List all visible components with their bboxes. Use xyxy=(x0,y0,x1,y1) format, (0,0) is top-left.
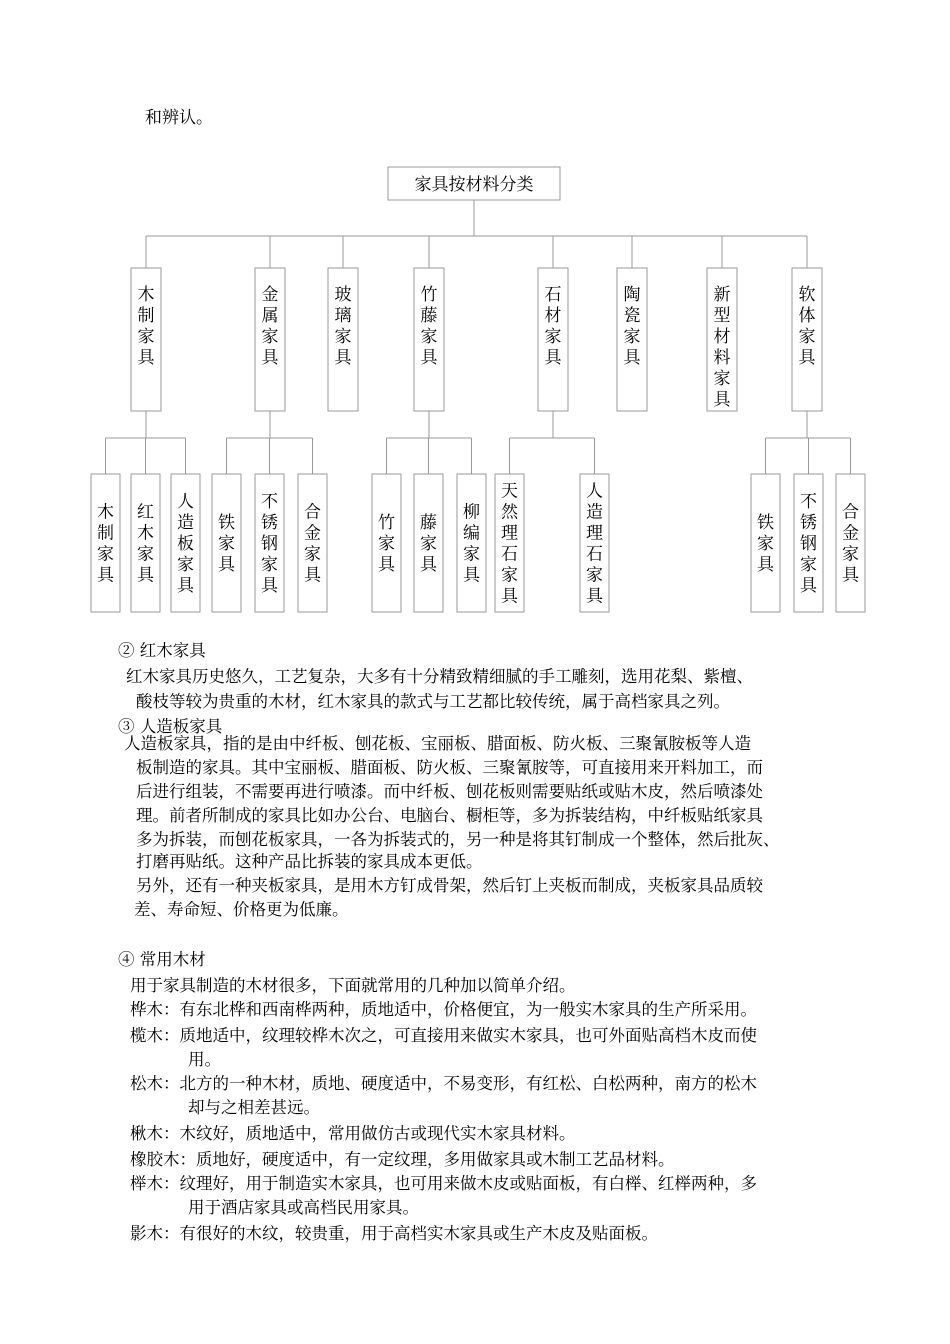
paragraph-line: 差、寿命短、价格更为低廉。 xyxy=(134,900,349,919)
subcategory-3-3-label: 家 xyxy=(463,544,480,565)
subcategory-3-3-label: 柳 xyxy=(463,502,480,523)
paragraph-line: 却与之相差甚远。 xyxy=(188,1098,320,1117)
intro-text: 和辨认。 xyxy=(145,108,213,128)
classification-diagram xyxy=(0,0,950,640)
category-3-label: 璃 xyxy=(334,306,352,326)
category-6-label: 陶 xyxy=(623,285,641,305)
subcategory-5-2-label: 锈 xyxy=(800,513,817,533)
category-5-label: 具 xyxy=(544,348,562,368)
subcategory-1-3-label: 人 xyxy=(177,492,194,512)
paragraph-line: 酸枝等较为贵重的木材，红木家具的款式与工艺都比较传统，属于高档家具之列。 xyxy=(136,692,730,711)
category-2-label: 家 xyxy=(261,327,279,347)
paragraph-line: 用于家具制造的木材很多，下面就常用的几种加以简单介绍。 xyxy=(130,976,576,995)
subcategory-4-1-label: 天 xyxy=(501,481,518,502)
paragraph-line: 另外，还有一种夹板家具，是用木方钉成骨架，然后钉上夹板而制成，夹板家具品质较 xyxy=(136,876,763,895)
category-7-label: 具 xyxy=(713,390,731,410)
subcategory-1-1-label: 家 xyxy=(97,544,114,565)
subcategory-3-3-label: 具 xyxy=(463,565,480,586)
category-6-label: 具 xyxy=(623,348,641,368)
subcategory-3-2-label: 家 xyxy=(420,534,437,554)
subcategory-2-2-label: 家 xyxy=(261,555,278,575)
category-5-label: 材 xyxy=(544,306,562,326)
subcategory-5-3-label: 合 xyxy=(842,502,859,523)
category-8-label: 具 xyxy=(798,348,816,368)
paragraph-line: 榄木：质地适中，纹理较桦木次之，可直接用来做实木家具，也可外面贴高档木皮而使 xyxy=(130,1026,757,1045)
subcategory-4-1-label: 理 xyxy=(501,523,518,544)
category-6-label: 家 xyxy=(623,327,641,347)
paragraph-line: 用于酒店家具或高档民用家具。 xyxy=(188,1198,419,1217)
category-7-label: 新 xyxy=(713,285,731,305)
subcategory-3-1-label: 具 xyxy=(378,555,395,575)
category-5-label: 家 xyxy=(544,327,562,347)
subcategory-1-2-label: 家 xyxy=(137,544,154,565)
category-5-label: 石 xyxy=(544,285,562,305)
category-4-label: 藤 xyxy=(420,306,438,326)
subcategory-1-3-label: 造 xyxy=(177,513,194,533)
subcategory-5-2-label: 钢 xyxy=(800,534,817,554)
subcategory-2-3-label: 家 xyxy=(304,544,321,565)
paragraph-line: 影木：有很好的木纹，较贵重，用于高档实木家具或生产木皮及贴面板。 xyxy=(130,1224,658,1243)
subcategory-1-1-label: 具 xyxy=(97,565,114,586)
paragraph-line: 多为拆装，而刨花板家具，一各为拆装式的，另一种是将其钉制成一个整体，然后批灰、 xyxy=(136,830,780,849)
subcategory-4-2-label: 造 xyxy=(586,502,603,523)
subcategory-5-2-label: 家 xyxy=(800,555,817,575)
subcategory-3-2-label: 具 xyxy=(420,555,437,575)
subcategory-4-2-label: 家 xyxy=(586,565,603,586)
subcategory-1-2-label: 具 xyxy=(137,565,154,586)
category-8-label: 家 xyxy=(798,327,816,347)
subcategory-5-2-label: 不 xyxy=(800,492,817,512)
subcategory-2-2-label: 锈 xyxy=(261,513,278,533)
category-1-label: 制 xyxy=(137,306,155,326)
category-3-label: 具 xyxy=(334,348,352,368)
paragraph-line: 后进行组装，不需要再进行喷漆。而中纤板、刨花板则需要贴纸或贴木皮，然后喷漆处 xyxy=(136,782,763,801)
category-1-label: 家 xyxy=(137,327,155,347)
subcategory-1-2-label: 木 xyxy=(137,523,154,544)
paragraph-line: 橡胶木：质地好，硬度适中，有一定纹理，多用做家具或木制工艺品材料。 xyxy=(130,1150,675,1169)
root-label: 家具按材料分类 xyxy=(414,175,534,195)
subcategory-2-3-label: 具 xyxy=(304,565,321,586)
subcategory-4-2-label: 石 xyxy=(586,544,603,565)
category-3-label: 玻 xyxy=(334,285,352,305)
category-7-label: 材 xyxy=(713,327,731,347)
subcategory-2-1-label: 铁 xyxy=(218,513,235,533)
paragraph-line: 理。前者所制成的家具比如办公台、电脑台、橱柜等，多为拆装结构，中纤板贴纸家具 xyxy=(136,806,763,825)
section-heading: ② 红木家具 xyxy=(118,641,206,660)
paragraph-line: 榉木：纹理好，用于制造实木家具，也可用来做木皮或贴面板，有白榉、红榉两种，多 xyxy=(130,1174,757,1193)
paragraph-line: 楸木：木纹好，质地适中，常用做仿古或现代实木家具材料。 xyxy=(130,1124,576,1143)
subcategory-4-2-label: 理 xyxy=(586,523,603,544)
category-4-label: 竹 xyxy=(420,285,438,305)
paragraph-line: 松木：北方的一种木材，质地、硬度适中，不易变形，有红松、白松两种，南方的松木 xyxy=(130,1074,757,1093)
paragraph-line: 红木家具历史悠久，工艺复杂，大多有十分精致精细腻的手工雕刻，选用花梨、紫檀、 xyxy=(126,667,753,686)
subcategory-3-2-label: 藤 xyxy=(420,513,437,533)
paragraph-line: 打磨再贴纸。这种产品比拆装的家具成本更低。 xyxy=(136,852,483,871)
subcategory-2-2-label: 具 xyxy=(261,576,278,596)
subcategory-1-3-label: 家 xyxy=(177,555,194,575)
category-2-label: 金 xyxy=(261,285,279,305)
paragraph-line: 桦木：有东北桦和西南桦两种，质地适中，价格便宜，为一般实木家具的生产所采用。 xyxy=(130,1000,757,1019)
subcategory-5-1-label: 铁 xyxy=(757,513,774,533)
subcategory-2-1-label: 具 xyxy=(218,555,235,575)
category-2-label: 具 xyxy=(261,348,279,368)
subcategory-4-2-label: 人 xyxy=(586,481,603,502)
subcategory-2-2-label: 不 xyxy=(261,492,278,512)
category-3-label: 家 xyxy=(334,327,352,347)
paragraph-line: 用。 xyxy=(188,1050,221,1069)
section-heading: ④ 常用木材 xyxy=(118,950,206,969)
subcategory-4-1-label: 然 xyxy=(501,502,518,523)
subcategory-5-3-label: 家 xyxy=(842,544,859,565)
subcategory-1-1-label: 制 xyxy=(97,523,114,544)
subcategory-3-3-label: 编 xyxy=(463,523,480,544)
category-4-label: 家 xyxy=(420,327,438,347)
subcategory-5-1-label: 家 xyxy=(757,534,774,554)
subcategory-1-2-label: 红 xyxy=(137,502,154,523)
category-7-label: 型 xyxy=(713,306,731,326)
category-6-label: 瓷 xyxy=(623,306,641,326)
subcategory-3-1-label: 竹 xyxy=(378,513,395,533)
category-2-label: 属 xyxy=(261,306,279,326)
subcategory-1-1-label: 木 xyxy=(97,502,114,523)
category-7-label: 料 xyxy=(713,348,731,368)
subcategory-2-3-label: 金 xyxy=(304,523,321,544)
category-4-label: 具 xyxy=(420,348,438,368)
category-8-label: 软 xyxy=(798,285,816,305)
subcategory-5-2-label: 具 xyxy=(800,576,817,596)
subcategory-2-3-label: 合 xyxy=(304,502,321,523)
section-heading: ③ 人造板家具 xyxy=(118,717,223,736)
subcategory-4-1-label: 石 xyxy=(501,544,518,565)
subcategory-4-2-label: 具 xyxy=(586,586,603,607)
category-8-label: 体 xyxy=(798,306,816,326)
subcategory-5-1-label: 具 xyxy=(757,555,774,575)
subcategory-1-3-label: 具 xyxy=(177,576,194,596)
subcategory-3-1-label: 家 xyxy=(378,534,395,554)
subcategory-5-3-label: 具 xyxy=(842,565,859,586)
category-1-label: 具 xyxy=(137,348,155,368)
subcategory-4-1-label: 家 xyxy=(501,565,518,586)
paragraph-line: 人造板家具，指的是由中纤板、刨花板、宝丽板、腊面板、防火板、三聚氰胺板等人造 xyxy=(124,734,751,753)
subcategory-4-1-label: 具 xyxy=(501,586,518,607)
subcategory-2-2-label: 钢 xyxy=(261,534,278,554)
subcategory-2-1-label: 家 xyxy=(218,534,235,554)
category-7-label: 家 xyxy=(713,369,731,389)
subcategory-5-3-label: 金 xyxy=(842,523,859,544)
paragraph-line: 板制造的家具。其中宝丽板、腊面板、防火板、三聚氰胺等，可直接用来开料加工，而 xyxy=(136,758,763,777)
category-1-label: 木 xyxy=(137,285,155,305)
subcategory-1-3-label: 板 xyxy=(177,534,194,554)
